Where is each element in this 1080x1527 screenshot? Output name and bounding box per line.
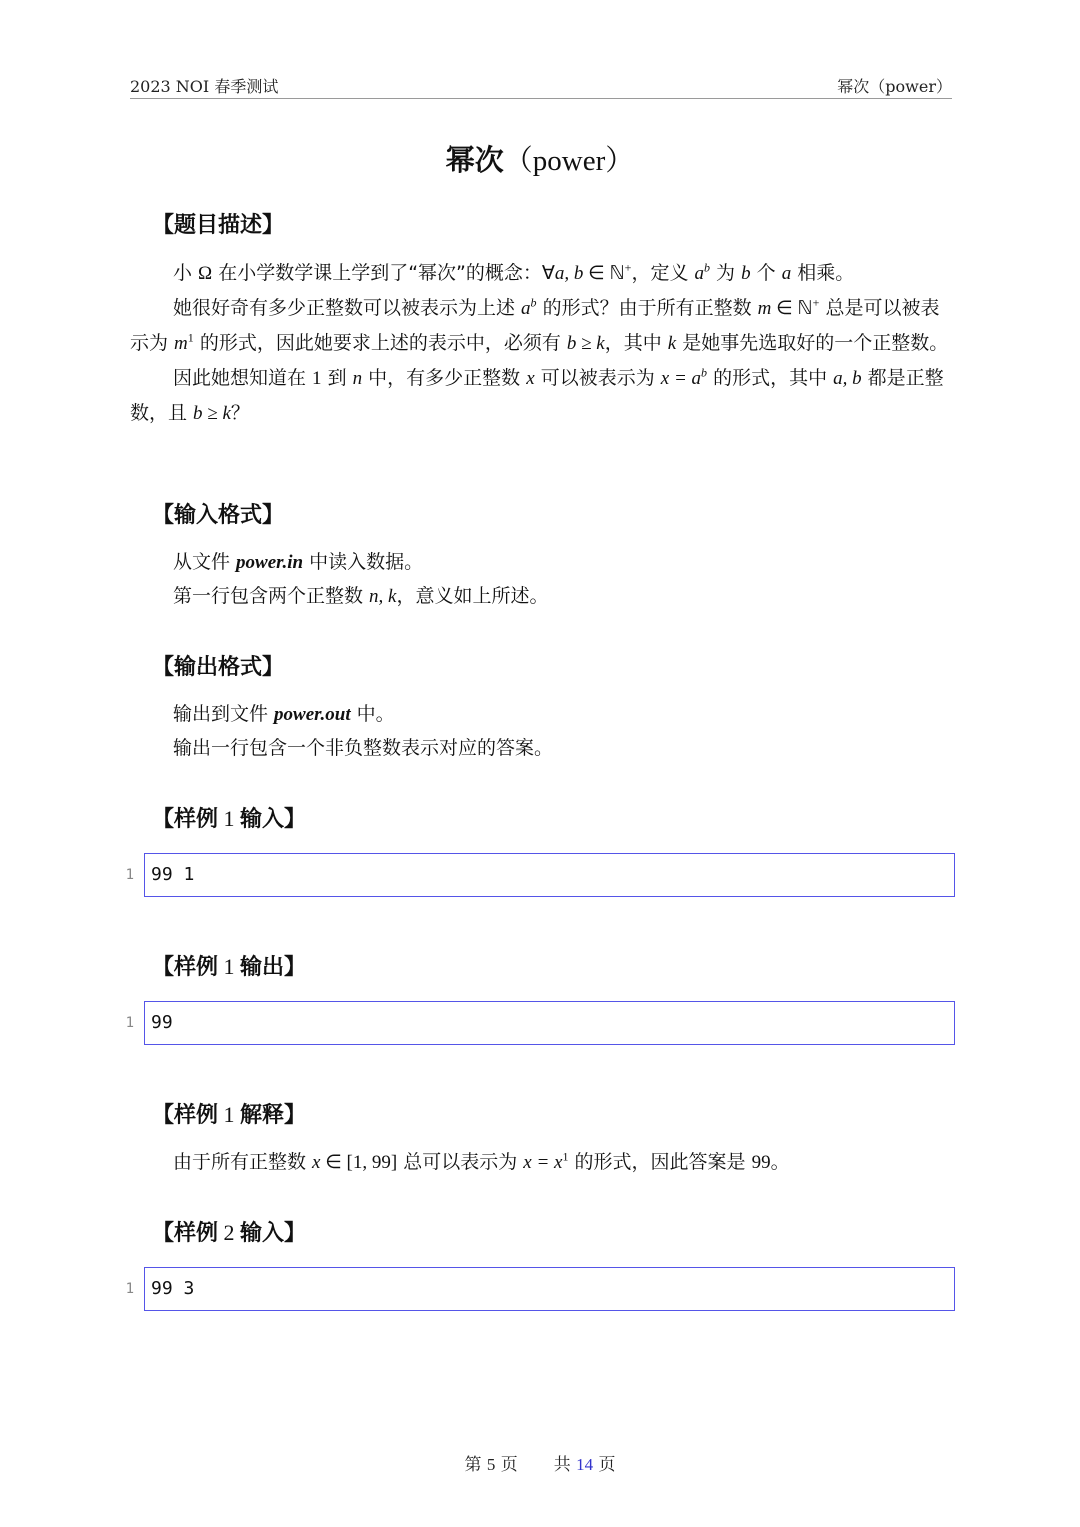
heading-label: 题目描述 xyxy=(174,213,263,238)
sample-1-input-block xyxy=(118,853,958,899)
section-heading-sample-1-explanation: 【样例 1 解释】 xyxy=(152,1102,307,1128)
output-format-line-1: 输出到文件 power.out 中。 xyxy=(173,703,395,725)
sample-1-explanation-text: 由于所有正整数 x ∈ [1, 99] 总可以表示为 $x = x^1$ 的形式，因此答案是 99。 xyxy=(173,1149,790,1173)
bracket-open: 【 xyxy=(152,213,175,238)
code-text: 99 xyxy=(151,1012,173,1033)
total-pages-link[interactable]: 14 xyxy=(576,1455,594,1474)
heading-label: 输入格式 xyxy=(174,503,263,528)
total-pages: 共 14 页 xyxy=(553,1455,616,1475)
description-paragraph-2: 她很好奇有多少正整数可以被表示为上述 $a^b$ 的形式？由于所有正整数 m ∈ ℕ+ 总是可以被表示为 $m^1$ 的形式，因此她要求上述的表示中，必须有 b ≥ k，其中 k 是她事先选取好的一个正整数。 xyxy=(130,295,949,354)
code-text: 99 3 xyxy=(151,1278,195,1299)
running-header xyxy=(130,72,952,99)
header-contest-name: 2023 NOI 春季测试 xyxy=(130,77,279,96)
description-body xyxy=(130,256,952,431)
sample-1-output-block xyxy=(118,1001,958,1047)
input-format-line-1: 从文件 power.in 中读入数据。 xyxy=(173,551,424,573)
current-page: 第 5 页 xyxy=(464,1455,518,1475)
input-format-line-2: 第一行包含两个正整数 n, k，意义如上所述。 xyxy=(173,585,549,607)
bracket-open: 【 xyxy=(152,503,175,528)
heading-label: 输出格式 xyxy=(174,655,263,680)
header-problem-name: 幂次（power） xyxy=(837,77,952,96)
input-filename: power.in xyxy=(236,552,304,573)
bracket-close: 】 xyxy=(262,655,285,680)
bracket-close: 】 xyxy=(262,503,285,528)
section-heading-sample-1-output: 【样例 1 输出】 xyxy=(152,954,307,980)
problem-title xyxy=(0,138,1080,179)
page-footer xyxy=(0,1450,1080,1475)
line-number: 1 xyxy=(125,1015,134,1031)
bracket-open: 【 xyxy=(152,655,175,680)
section-heading-input-format xyxy=(152,498,284,529)
line-number: 1 xyxy=(125,1281,134,1297)
code-box[interactable] xyxy=(144,1267,955,1311)
section-heading-sample-1-input: 【样例 1 输入】 xyxy=(152,806,307,832)
output-format-line-2: 输出一行包含一个非负整数表示对应的答案。 xyxy=(173,737,554,759)
description-paragraph-3: 因此她想知道在 1 到 n 中，有多少正整数 x 可以被表示为 $x = a^b$ 的形式，其中 a, b 都是正整数，且 b ≥ k？ xyxy=(130,365,944,424)
section-heading-sample-2-input: 【样例 2 输入】 xyxy=(152,1220,307,1246)
description-paragraph-1: 小 Ω 在小学数学课上学到了“幂次”的概念：∀a, b ∈ ℕ+，定义 $a^b$ 为 b 个 a 相乘。 xyxy=(173,260,855,284)
bracket-close: 】 xyxy=(262,213,285,238)
output-filename: power.out xyxy=(274,704,351,725)
line-number: 1 xyxy=(125,867,134,883)
title-cjk: 幂次 xyxy=(445,143,504,177)
title-latin: （power） xyxy=(503,145,635,177)
code-box[interactable] xyxy=(144,1001,955,1045)
code-box[interactable] xyxy=(144,853,955,897)
code-text: 99 1 xyxy=(151,864,195,885)
sample-2-input-block xyxy=(118,1267,958,1313)
section-heading-output-format xyxy=(152,650,284,681)
section-heading-description xyxy=(152,208,284,239)
